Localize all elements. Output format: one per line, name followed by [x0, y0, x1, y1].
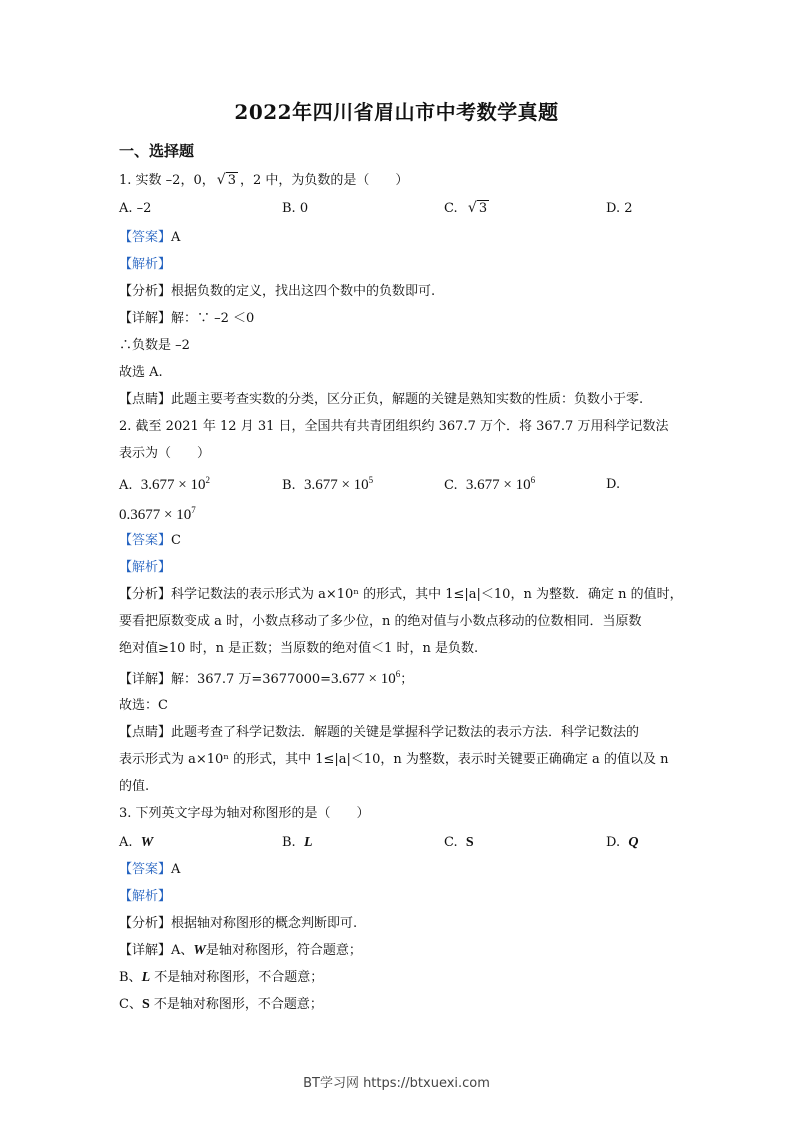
q1-dianjing: 【点睛】此题主要考查实数的分类，区分正负，解题的关键是熟知实数的性质：负数小于零. — [119, 392, 644, 407]
q2-dianjing-line2: 表示形式为 a×10ⁿ 的形式，其中 1≤|a|＜10，n 为整数，表示时关键要正确确定 a 的值以及 n — [119, 752, 669, 767]
q2-fenxi-line2: 要看把原数变成 a 时，小数点移动了多少位，n 的绝对值与小数点移动的位数相同．当原数 — [119, 614, 642, 629]
sqrt-symbol: √ 3 — [468, 200, 489, 218]
section-heading: 一、选择题 — [119, 142, 195, 160]
q1-option-c: C. √ 3 — [444, 200, 491, 218]
q1-xiangjie: 【详解】解：∵ –2 ＜0 — [119, 311, 255, 326]
q3-stem: 3. 下列英文字母为轴对称图形的是（ ） — [119, 806, 370, 821]
q2-option-b: B. $3.677 \times 10^5$ — [282, 475, 374, 493]
page-title: 2022年四川省眉山市中考数学真题 — [234, 100, 559, 124]
q2-answer: 【答案】C — [119, 533, 181, 548]
q2-fenxi-line1: 【分析】科学记数法的表示形式为 a×10ⁿ 的形式，其中 1≤|a|＜10，n 为整数．确定 n 的值时， — [119, 587, 683, 602]
q1-analysis-tag: 【解析】 — [119, 257, 172, 272]
q2-choose: 故选：C — [119, 698, 168, 713]
q2-option-c: C. $3.677 \times 10^6$ — [444, 475, 536, 493]
q1-option-d: D. 2 — [606, 201, 633, 216]
q2-stem-line1: 2. 截至 2021 年 12 月 31 日，全国共有共青团组织约 367.7 万个．将 367.7 万用科学记数法 — [119, 419, 669, 434]
answer-tag: 【答案】 — [119, 230, 172, 245]
q3-answer: 【答案】A — [119, 862, 181, 877]
q1-option-a: A. –2 — [119, 201, 152, 216]
q3-option-a: A. W — [119, 835, 154, 850]
q3-option-c: C. S — [444, 835, 474, 850]
q2-dianjing-line1: 【点睛】此题考查了科学记数法．解题的关键是掌握科学记数法的表示方法．科学记数法的 — [119, 725, 640, 740]
q2-fenxi-line3: 绝对值≥10 时，n 是正数；当原数的绝对值＜1 时，n 是负数. — [119, 641, 479, 656]
q3-xiangjie: 【详解】A、W是轴对称图形，符合题意； — [119, 943, 362, 958]
q3-option-b: B. L — [282, 835, 313, 850]
q2-option-a: A. $3.677 \times 10^2$ — [119, 475, 211, 493]
footer-watermark: BT学习网 https://btxuexi.com — [303, 1076, 490, 1091]
q1-line3: 故选 A. — [119, 365, 163, 380]
answer-tag: 【答案】 — [119, 862, 172, 877]
q2-option-d: $0.3677 \times 10^7$ — [119, 505, 196, 523]
q1-answer: 【答案】A — [119, 230, 181, 245]
sqrt-symbol: √ 3 — [217, 172, 238, 190]
q1-line2: ∴负数是 –2 — [119, 338, 190, 353]
answer-tag: 【答案】 — [119, 533, 172, 548]
q3-fenxi: 【分析】根据轴对称图形的概念判断即可. — [119, 916, 358, 931]
q3-line-b: B、L 不是轴对称图形，不合题意； — [119, 970, 324, 985]
q2-xiangjie: 【详解】解：367.7 万$=3677000=3.677 \times 10^6$； — [119, 669, 414, 687]
q2-option-d-label: D. — [606, 477, 621, 492]
q2-stem-line2: 表示为（ ） — [119, 446, 211, 461]
q1-option-b: B. 0 — [282, 201, 309, 216]
q2-analysis-tag: 【解析】 — [119, 560, 172, 575]
q3-option-d: D. Q — [606, 835, 639, 850]
q1-stem: 1. 实数 –2，0，√ 3 ，2 中，为负数的是（ ） — [119, 172, 408, 190]
q3-analysis-tag: 【解析】 — [119, 889, 172, 904]
q2-dianjing-line3: 的值. — [119, 779, 150, 794]
q1-fenxi: 【分析】根据负数的定义，找出这四个数中的负数即可. — [119, 284, 436, 299]
q3-line-c: C、S 不是轴对称图形，不合题意； — [119, 997, 323, 1012]
